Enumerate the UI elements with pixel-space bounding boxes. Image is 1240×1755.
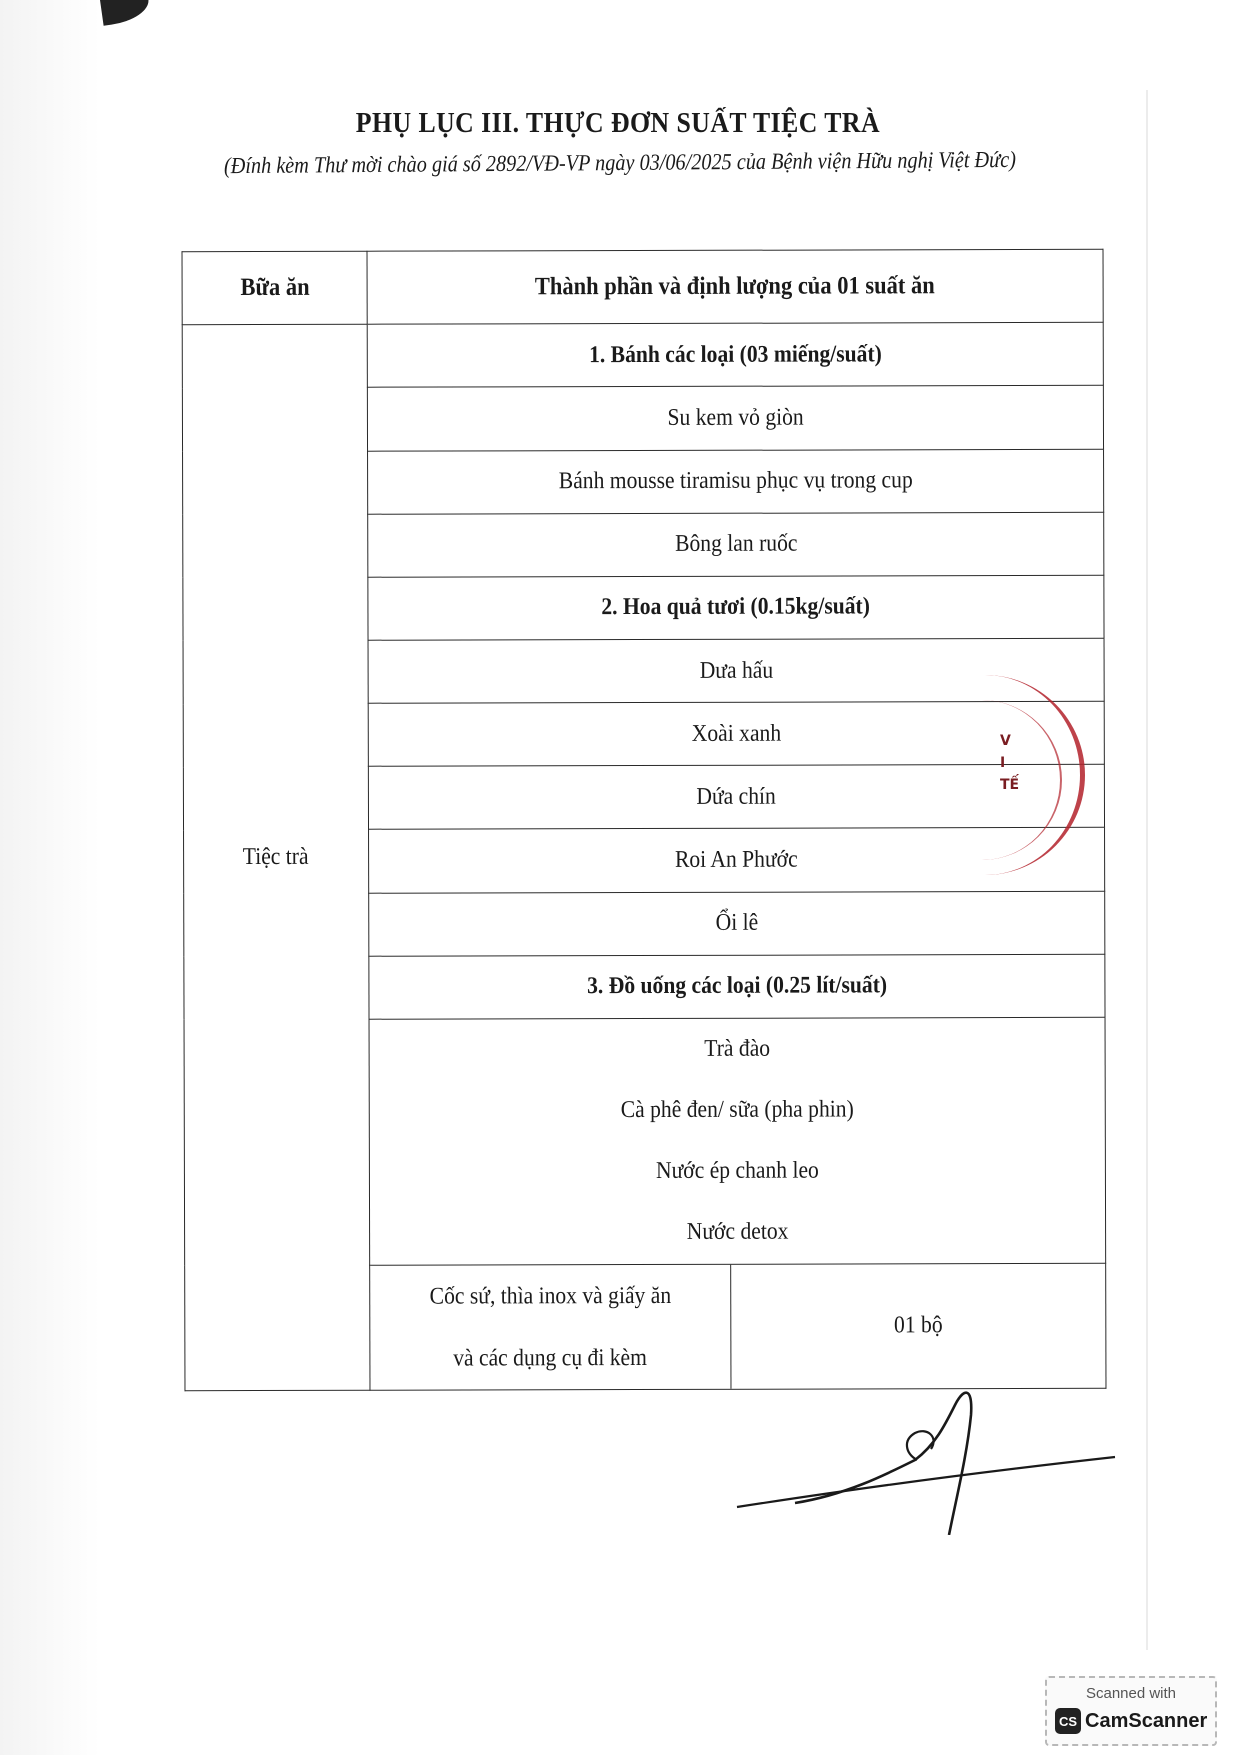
menu-item: Su kem vỏ giòn: [367, 386, 1103, 451]
drink-item: Trà đào: [704, 1035, 771, 1063]
scan-corner-artifact: [100, 0, 151, 26]
section-heading-fruits: 2. Hoa quả tươi (0.15kg/suất): [368, 575, 1104, 640]
menu-item: Roi An Phước: [369, 828, 1105, 893]
menu-item: Bông lan ruốc: [368, 512, 1104, 577]
utensils-table: [370, 1264, 1105, 1390]
menu-item: Xoài xanh: [368, 701, 1104, 766]
drinks-list: [369, 1017, 1106, 1265]
header-composition: Thành phần và định lượng của 01 suất ăn: [367, 249, 1103, 324]
table-row: [182, 322, 1103, 388]
scanned-with-label: Scanned with: [1085, 1685, 1177, 1702]
camscanner-badge: [1045, 1676, 1217, 1746]
scan-edge: [0, 0, 100, 1755]
document-title: PHỤ LỤC III. THỰC ĐƠN SUẤT TIỆC TRÀ: [355, 108, 880, 139]
meal-name-cell: [182, 324, 370, 1390]
camscanner-logo-icon: CS: [1055, 1708, 1081, 1734]
utensils-quantity: 01 bộ: [894, 1312, 943, 1339]
header-meal: Bữa ăn: [182, 251, 367, 325]
table-header-row: [182, 249, 1103, 325]
drink-item: Nước ép chanh leo: [655, 1157, 819, 1185]
menu-item: Ổi lê: [369, 891, 1105, 956]
drink-item: Cà phê đen/ sữa (pha phin): [620, 1096, 854, 1124]
menu-item: Dưa hấu: [368, 638, 1104, 703]
document-subtitle-wrap: [0, 146, 1240, 179]
page-edge: [1146, 90, 1148, 1650]
utensils-description: Cốc sứ, thìa inox và giấy ăn và các dụng cụ đi kèm: [370, 1265, 731, 1390]
signature: [735, 1385, 1125, 1535]
section-heading-drinks: 3. Đồ uống các loại (0.25 lít/suất): [369, 954, 1105, 1019]
document-subtitle: (Đính kèm Thư mời chào giá số 2892/VĐ-VP ngày 03/06/2025 của Bệnh viện Hữu nghị Việt Đức): [223, 146, 1017, 179]
menu-item: Bánh mousse tiramisu phục vụ trong cup: [368, 449, 1104, 514]
meal-name: Tiệc trà: [243, 843, 310, 871]
section-heading-cakes: 1. Bánh các loại (03 miếng/suất): [367, 322, 1103, 387]
stamp-letters: V I TẾ: [1000, 733, 1020, 793]
camscanner-name: CamScanner: [1085, 1709, 1208, 1732]
title-block: [0, 108, 1240, 140]
utensils-row: [370, 1263, 1106, 1390]
drink-item: Nước detox: [686, 1218, 789, 1246]
menu-item: Dứa chín: [368, 765, 1104, 830]
